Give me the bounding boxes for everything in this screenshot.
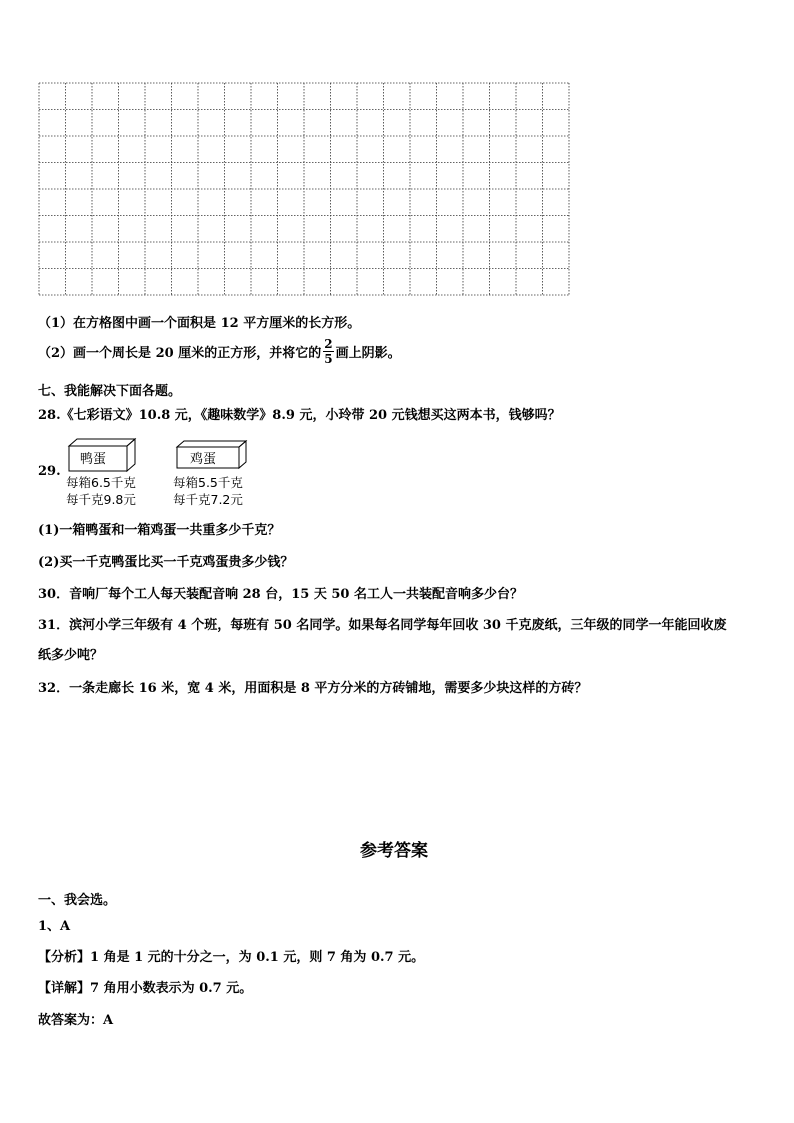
answer-1-analysis: 【分析】1 角是 1 元的十分之一，为 0.1 元，则 7 角为 0.7 元。 — [38, 950, 425, 965]
duck-egg-label: 鸭蛋 — [80, 452, 107, 467]
grid-question-2-prefix: （2）画一个周长是 20 厘米的正方形，并将它的 — [38, 346, 322, 361]
grid-question-2-suffix: 画上阴影。 — [335, 346, 401, 361]
chicken-egg-box — [174, 440, 248, 470]
question-32: 32．一条走廊长 16 米，宽 4 米，用面积是 8 平方分米的方砖铺地，需要多少块这样的方砖？ — [38, 681, 588, 696]
square-grid — [38, 82, 570, 296]
duck-egg-weight: 每箱6.5千克 — [66, 475, 136, 490]
fraction-denominator: 5 — [324, 352, 333, 366]
question-30: 30．音响厂每个工人每天装配音响 28 台，15 天 50 名工人一共装配音响多少台？ — [38, 587, 523, 602]
answer-key-title: 参考答案 — [360, 841, 428, 861]
grid-question-1: （1）在方格图中画一个面积是 12 平方厘米的长方形。 — [38, 316, 361, 331]
question-28: 28.《七彩语文》10.8 元，《趣味数学》8.9 元，小玲带 20 元钱想买这两本书，钱够吗？ — [38, 408, 561, 423]
duck-egg-price: 每千克9.8元 — [66, 492, 136, 507]
answer-1-detail: 【详解】7 角用小数表示为 0.7 元。 — [38, 981, 253, 996]
chicken-egg-weight: 每箱5.5千克 — [173, 475, 243, 490]
section-heading-7: 七、我能解决下面各题。 — [38, 384, 182, 399]
answer-1: 1、A — [38, 919, 71, 934]
question-31-line-2: 纸多少吨？ — [38, 648, 104, 663]
answer-section-1: 一、我会选。 — [38, 893, 117, 908]
question-29-part-2: (2)买一千克鸭蛋比买一千克鸡蛋贵多少钱？ — [38, 555, 294, 570]
chicken-egg-price: 每千克7.2元 — [173, 492, 243, 507]
duck-egg-info — [66, 474, 136, 508]
answer-1-conclusion: 故答案为：A — [38, 1013, 114, 1028]
grid-question-2 — [38, 337, 401, 366]
fraction-two-fifths — [323, 337, 333, 366]
fraction-numerator: 2 — [324, 337, 333, 351]
question-31-line-1: 31．滨河小学三年级有 4 个班，每班有 50 名同学。如果每名同学每年回收 30 千克废纸，三年级的同学一年能回收废 — [38, 618, 727, 633]
chicken-egg-label: 鸡蛋 — [190, 452, 217, 467]
duck-egg-box — [66, 437, 138, 473]
question-29-number: 29. — [38, 464, 61, 479]
chicken-egg-info — [173, 474, 243, 508]
question-29-part-1: (1)一箱鸭蛋和一箱鸡蛋一共重多少千克？ — [38, 523, 281, 538]
